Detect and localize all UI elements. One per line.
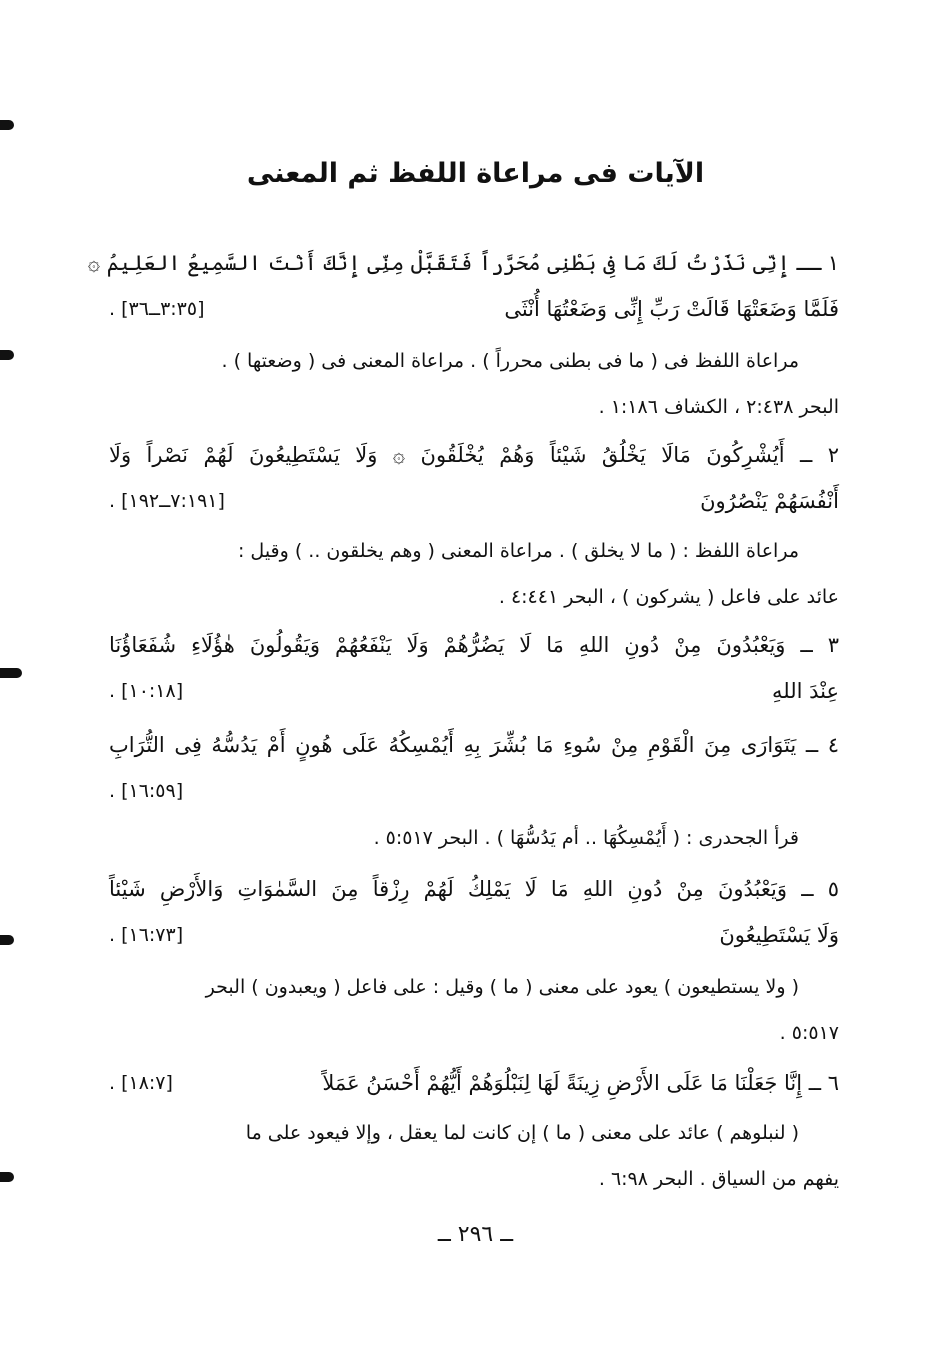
entry-verse-3: [109, 622, 839, 714]
scan-mark: [0, 350, 14, 360]
scan-mark: [0, 120, 14, 130]
verse-line: [109, 1060, 839, 1106]
verse-line: ٢ ــ أَيُشْرِكُونَ مَالَا يَخْلُقُ شَيْئاً وَهُمْ يُخْلَقُونَ ۞ وَلَا يَسْتَطِيعُونَ لَهُمْ نَصْراً وَلَا: [109, 443, 839, 467]
entry-note-4: [109, 964, 839, 1056]
verse-line: [109, 478, 839, 524]
entry-note-1: [109, 338, 839, 430]
verse-line: ٣ ــ وَيَعْبُدُونَ مِنْ دُونِ اللهِ مَا لَا يَضُرُّهُمْ وَلَا يَنْفَعُهُمْ وَيَقُولُونَ هٰؤُلَاءِ شُفَعَاؤُنَا: [109, 633, 839, 657]
entry-verse-5: [109, 866, 839, 958]
verse-line: [109, 768, 839, 814]
note-line: ( ولا يستطيعون ) يعود على معنى ( ما ) وقيل : على فاعل ( ويعبدون ) البحر: [205, 976, 799, 998]
verse-line: [109, 286, 839, 332]
entry-verse-1: [87, 240, 839, 332]
entry-note-5: [109, 1110, 839, 1202]
verse-text: أَنْفُسَهُمْ يَنْصُرُونَ: [700, 489, 839, 513]
verse-line: ١ ــ إِنِّى نَذَرْتُ لَكَ مَا فِى بَطْنِى مُحَرَّراً فَتَقَبَّلْ مِنِّى إِنَّكَ أَنْتَ السَّمِيعُ العَلِيمُ ۞: [87, 251, 839, 275]
verse-reference: [١٦:٧٣] .: [109, 924, 184, 946]
note-line: عائد على فاعل ( يشركون ) ، البحر ٤:٤٤١ .: [498, 586, 839, 608]
verse-line: [109, 912, 839, 958]
verse-reference: [١٠:١٨] .: [109, 680, 184, 702]
verse-text: ٦ ــ إِنَّا جَعَلْنَا مَا عَلَى الأَرْضِ زِينَةً لَهَا لِنَبْلُوَهُمْ أَيُّهُمْ أَحْسَنُ عَمَلاً: [322, 1071, 839, 1095]
scan-mark: [0, 935, 14, 945]
note-line: قرأ الجحدرى : ( أَيُمْسِكُهَا .. أم يَدُسُّهَا ) . البحر ٥:٥١٧ .: [373, 827, 799, 849]
note-line: ( لنبلوهم ) عائد على معنى ( ما ) إن كانت لما يعقل ، وإلا فيعود على ما: [245, 1122, 799, 1144]
verse-reference: [٧:١٩١ــ١٩٢] .: [109, 490, 225, 512]
scan-mark: [0, 1172, 14, 1182]
verse-reference: [٣:٣٥ــ٣٦] .: [109, 298, 205, 320]
entry-note-2: [109, 528, 839, 620]
page-number: ــ ٢٩٦ ــ: [437, 1222, 514, 1247]
verse-reference: [١٦:٥٩] .: [109, 780, 184, 802]
entry-verse-4: [109, 722, 839, 814]
note-line: مراعاة اللفظ فى ( ما فى بطنى محرراً ) . مراعاة المعنى فى ( وضعتها ) .: [221, 350, 799, 372]
verse-text: وَلَا يَسْتَطِيعُونَ: [719, 923, 839, 947]
entry-verse-6: [109, 1060, 839, 1106]
verse-line: ٤ ــ يَتَوَارَى مِنَ الْقَوْمِ مِنْ سُوءِ مَا بُشِّرَ بِهِ أَيُمْسِكُهُ عَلَى هُونٍ أَمْ يَدُسُّهُ فِى التُّرَابِ: [109, 733, 839, 757]
entry-verse-2: [109, 432, 839, 524]
verse-text: عِنْدَ اللهِ: [771, 679, 839, 703]
verse-line: ٥ ــ وَيَعْبُدُونَ مِنْ دُونِ اللهِ مَا لَا يَمْلِكُ لَهُمْ رِزْقاً مِنَ السَّمٰوَاتِ وَالأَرْضِ شَيْئاً: [109, 877, 839, 901]
verse-text: فَلَمَّا وَضَعَتْهَا قَالَتْ رَبِّ إِنِّى وَضَعْتُهَا أُنْثَى: [504, 297, 839, 321]
scan-mark: [0, 668, 22, 678]
verse-line: [109, 668, 839, 714]
page-title: الآيات فى مراعاة اللفظ ثم المعنى: [246, 158, 705, 189]
note-line: ٥:٥١٧ .: [779, 1022, 839, 1044]
entry-note-3: [109, 815, 839, 861]
note-line: يفهم من السياق . البحر ٦:٩٨ .: [598, 1168, 839, 1190]
note-line: مراعاة اللفظ : ( ما لا يخلق ) . مراعاة المعنى ( وهم يخلقون .. ) وقيل :: [237, 540, 799, 562]
note-line: البحر ٢:٤٣٨ ، الكشاف ١:١٨٦ .: [598, 396, 839, 418]
verse-reference: [١٨:٧] .: [109, 1072, 173, 1094]
